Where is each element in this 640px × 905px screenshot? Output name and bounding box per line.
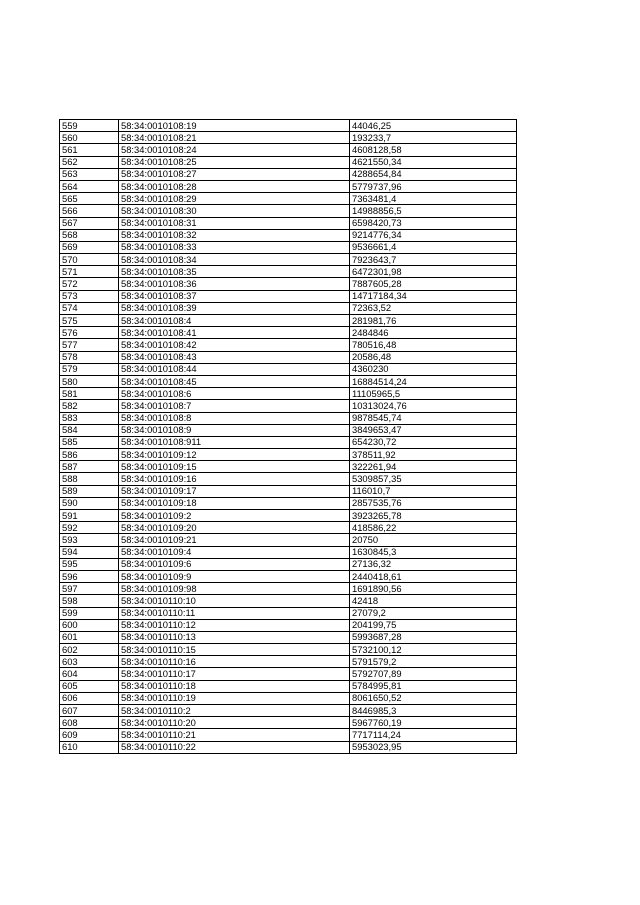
value-cell: 14717184,34	[350, 290, 517, 302]
cadastral-number-cell: 58:34:0010110:22	[119, 741, 350, 753]
table-row	[60, 241, 517, 253]
value-cell: 8061650,52	[350, 692, 517, 704]
value-cell: 4360230	[350, 363, 517, 375]
value-cell: 20586,48	[350, 351, 517, 363]
table-row	[60, 351, 517, 363]
cadastral-number-cell: 58:34:0010109:21	[119, 534, 350, 546]
table-row	[60, 485, 517, 497]
cadastral-number-cell: 58:34:0010108:45	[119, 375, 350, 387]
value-cell: 2857535,76	[350, 497, 517, 509]
value-cell: 42418	[350, 595, 517, 607]
value-cell: 8446985,3	[350, 705, 517, 717]
row-number-cell: 593	[60, 534, 119, 546]
value-cell: 4288654,84	[350, 168, 517, 180]
cadastral-number-cell: 58:34:0010108:33	[119, 241, 350, 253]
cadastral-number-cell: 58:34:0010108:39	[119, 302, 350, 314]
table-row	[60, 168, 517, 180]
row-number-cell: 596	[60, 570, 119, 582]
row-number-cell: 604	[60, 668, 119, 680]
cadastral-number-cell: 58:34:0010108:37	[119, 290, 350, 302]
cadastral-number-cell: 58:34:0010110:20	[119, 717, 350, 729]
row-number-cell: 607	[60, 705, 119, 717]
cadastral-number-cell: 58:34:0010108:43	[119, 351, 350, 363]
table-row	[60, 717, 517, 729]
cadastral-number-cell: 58:34:0010109:17	[119, 485, 350, 497]
value-cell: 654230,72	[350, 436, 517, 448]
cadastral-number-cell: 58:34:0010108:36	[119, 278, 350, 290]
cadastral-number-cell: 58:34:0010108:28	[119, 180, 350, 192]
row-number-cell: 588	[60, 473, 119, 485]
row-number-cell: 582	[60, 400, 119, 412]
table-row	[60, 278, 517, 290]
row-number-cell: 563	[60, 168, 119, 180]
cadastral-number-cell: 58:34:0010110:12	[119, 619, 350, 631]
cadastral-number-cell: 58:34:0010110:19	[119, 692, 350, 704]
table-row	[60, 741, 517, 753]
table-row	[60, 644, 517, 656]
row-number-cell: 600	[60, 619, 119, 631]
table-row	[60, 729, 517, 741]
row-number-cell: 579	[60, 363, 119, 375]
value-cell: 780516,48	[350, 339, 517, 351]
cadastral-number-cell: 58:34:0010110:17	[119, 668, 350, 680]
value-cell: 14988856,5	[350, 205, 517, 217]
row-number-cell: 567	[60, 217, 119, 229]
table-row	[60, 412, 517, 424]
table-row	[60, 388, 517, 400]
row-number-cell: 608	[60, 717, 119, 729]
table-row	[60, 595, 517, 607]
cadastral-number-cell: 58:34:0010110:18	[119, 680, 350, 692]
row-number-cell: 597	[60, 583, 119, 595]
cadastral-number-cell: 58:34:0010109:9	[119, 570, 350, 582]
table-row	[60, 558, 517, 570]
cadastral-number-cell: 58:34:0010108:27	[119, 168, 350, 180]
cadastral-number-cell: 58:34:0010109:12	[119, 449, 350, 461]
table-row	[60, 193, 517, 205]
row-number-cell: 576	[60, 327, 119, 339]
cadastral-number-cell: 58:34:0010110:13	[119, 631, 350, 643]
value-cell: 11105965,5	[350, 388, 517, 400]
table-row	[60, 315, 517, 327]
cadastral-number-cell: 58:34:0010108:41	[119, 327, 350, 339]
row-number-cell: 594	[60, 546, 119, 558]
table-row	[60, 400, 517, 412]
cadastral-number-cell: 58:34:0010110:11	[119, 607, 350, 619]
value-cell: 7923643,7	[350, 254, 517, 266]
row-number-cell: 601	[60, 631, 119, 643]
table-row	[60, 522, 517, 534]
row-number-cell: 591	[60, 510, 119, 522]
cadastral-number-cell: 58:34:0010109:98	[119, 583, 350, 595]
value-cell: 2440418,61	[350, 570, 517, 582]
row-number-cell: 595	[60, 558, 119, 570]
value-cell: 72363,52	[350, 302, 517, 314]
table-row	[60, 302, 517, 314]
cadastral-number-cell: 58:34:0010108:7	[119, 400, 350, 412]
cadastral-number-cell: 58:34:0010108:9	[119, 424, 350, 436]
row-number-cell: 599	[60, 607, 119, 619]
value-cell: 16884514,24	[350, 375, 517, 387]
table-row	[60, 449, 517, 461]
cadastral-value-table	[59, 119, 517, 754]
table-row	[60, 339, 517, 351]
cadastral-number-cell: 58:34:0010108:32	[119, 229, 350, 241]
row-number-cell: 598	[60, 595, 119, 607]
row-number-cell: 603	[60, 656, 119, 668]
value-cell: 193233,7	[350, 132, 517, 144]
value-cell: 3849653,47	[350, 424, 517, 436]
table-row	[60, 607, 517, 619]
table-row	[60, 205, 517, 217]
cadastral-number-cell: 58:34:0010108:4	[119, 315, 350, 327]
cadastral-number-cell: 58:34:0010110:16	[119, 656, 350, 668]
table-row	[60, 424, 517, 436]
row-number-cell: 610	[60, 741, 119, 753]
row-number-cell: 565	[60, 193, 119, 205]
value-cell: 116010,7	[350, 485, 517, 497]
table-row	[60, 497, 517, 509]
row-number-cell: 561	[60, 144, 119, 156]
row-number-cell: 571	[60, 266, 119, 278]
row-number-cell: 566	[60, 205, 119, 217]
table-row	[60, 656, 517, 668]
value-cell: 6472301,98	[350, 266, 517, 278]
cadastral-number-cell: 58:34:0010108:30	[119, 205, 350, 217]
value-cell: 10313024,76	[350, 400, 517, 412]
row-number-cell: 606	[60, 692, 119, 704]
table-row	[60, 570, 517, 582]
row-number-cell: 572	[60, 278, 119, 290]
value-cell: 2484846	[350, 327, 517, 339]
table-row	[60, 705, 517, 717]
row-number-cell: 587	[60, 461, 119, 473]
value-cell: 5993687,28	[350, 631, 517, 643]
cadastral-number-cell: 58:34:0010109:4	[119, 546, 350, 558]
table-row	[60, 510, 517, 522]
value-cell: 6598420,73	[350, 217, 517, 229]
cadastral-number-cell: 58:34:0010109:18	[119, 497, 350, 509]
table-row	[60, 327, 517, 339]
table-row	[60, 436, 517, 448]
value-cell: 281981,76	[350, 315, 517, 327]
value-cell: 4621550,34	[350, 156, 517, 168]
row-number-cell: 602	[60, 644, 119, 656]
table-row	[60, 363, 517, 375]
table-row	[60, 144, 517, 156]
row-number-cell: 590	[60, 497, 119, 509]
value-cell: 1630845,3	[350, 546, 517, 558]
row-number-cell: 583	[60, 412, 119, 424]
row-number-cell: 605	[60, 680, 119, 692]
value-cell: 5791579,2	[350, 656, 517, 668]
value-cell: 7887605,28	[350, 278, 517, 290]
row-number-cell: 578	[60, 351, 119, 363]
cadastral-number-cell: 58:34:0010108:44	[119, 363, 350, 375]
row-number-cell: 560	[60, 132, 119, 144]
table-row	[60, 217, 517, 229]
row-number-cell: 585	[60, 436, 119, 448]
cadastral-number-cell: 58:34:0010108:31	[119, 217, 350, 229]
row-number-cell: 562	[60, 156, 119, 168]
cadastral-number-cell: 58:34:0010108:29	[119, 193, 350, 205]
value-cell: 5784995,81	[350, 680, 517, 692]
cadastral-number-cell: 58:34:0010108:911	[119, 436, 350, 448]
table-row	[60, 546, 517, 558]
cadastral-number-cell: 58:34:0010108:19	[119, 120, 350, 132]
row-number-cell: 580	[60, 375, 119, 387]
cadastral-number-cell: 58:34:0010108:8	[119, 412, 350, 424]
value-cell: 5953023,95	[350, 741, 517, 753]
table-row	[60, 680, 517, 692]
value-cell: 5967760,19	[350, 717, 517, 729]
value-cell: 5732100,12	[350, 644, 517, 656]
table-row	[60, 534, 517, 546]
table-row	[60, 631, 517, 643]
row-number-cell: 581	[60, 388, 119, 400]
value-cell: 7717114,24	[350, 729, 517, 741]
cadastral-number-cell: 58:34:0010109:15	[119, 461, 350, 473]
cadastral-number-cell: 58:34:0010109:2	[119, 510, 350, 522]
cadastral-number-cell: 58:34:0010110:15	[119, 644, 350, 656]
row-number-cell: 569	[60, 241, 119, 253]
table-row	[60, 266, 517, 278]
value-cell: 9536661,4	[350, 241, 517, 253]
cadastral-number-cell: 58:34:0010110:21	[119, 729, 350, 741]
table-row	[60, 619, 517, 631]
cadastral-number-cell: 58:34:0010110:10	[119, 595, 350, 607]
value-cell: 9214776,34	[350, 229, 517, 241]
cadastral-number-cell: 58:34:0010108:6	[119, 388, 350, 400]
table-row	[60, 583, 517, 595]
value-cell: 5792707,89	[350, 668, 517, 680]
table-row	[60, 156, 517, 168]
cadastral-number-cell: 58:34:0010109:16	[119, 473, 350, 485]
value-cell: 3923265,78	[350, 510, 517, 522]
cadastral-number-cell: 58:34:0010108:42	[119, 339, 350, 351]
value-cell: 1691890,56	[350, 583, 517, 595]
value-cell: 27136,32	[350, 558, 517, 570]
row-number-cell: 592	[60, 522, 119, 534]
cadastral-number-cell: 58:34:0010108:34	[119, 254, 350, 266]
value-cell: 7363481,4	[350, 193, 517, 205]
table-row	[60, 180, 517, 192]
value-cell: 27079,2	[350, 607, 517, 619]
table-row	[60, 290, 517, 302]
value-cell: 204199,75	[350, 619, 517, 631]
row-number-cell: 573	[60, 290, 119, 302]
value-cell: 5309857,35	[350, 473, 517, 485]
row-number-cell: 609	[60, 729, 119, 741]
value-cell: 20750	[350, 534, 517, 546]
row-number-cell: 568	[60, 229, 119, 241]
value-cell: 378511,92	[350, 449, 517, 461]
value-cell: 44046,25	[350, 120, 517, 132]
value-cell: 9878545,74	[350, 412, 517, 424]
table-row	[60, 473, 517, 485]
cadastral-number-cell: 58:34:0010108:24	[119, 144, 350, 156]
cadastral-number-cell: 58:34:0010108:25	[119, 156, 350, 168]
cadastral-number-cell: 58:34:0010108:35	[119, 266, 350, 278]
cadastral-number-cell: 58:34:0010108:21	[119, 132, 350, 144]
table-row	[60, 461, 517, 473]
table-row	[60, 229, 517, 241]
table-row	[60, 692, 517, 704]
row-number-cell: 575	[60, 315, 119, 327]
cadastral-number-cell: 58:34:0010109:20	[119, 522, 350, 534]
cadastral-number-cell: 58:34:0010110:2	[119, 705, 350, 717]
table-row	[60, 132, 517, 144]
value-cell: 4608128,58	[350, 144, 517, 156]
row-number-cell: 577	[60, 339, 119, 351]
table-row	[60, 375, 517, 387]
row-number-cell: 589	[60, 485, 119, 497]
row-number-cell: 564	[60, 180, 119, 192]
table-body	[60, 120, 517, 754]
value-cell: 418586,22	[350, 522, 517, 534]
row-number-cell: 559	[60, 120, 119, 132]
table-row	[60, 120, 517, 132]
cadastral-number-cell: 58:34:0010109:6	[119, 558, 350, 570]
table-row	[60, 668, 517, 680]
table-row	[60, 254, 517, 266]
row-number-cell: 584	[60, 424, 119, 436]
row-number-cell: 570	[60, 254, 119, 266]
row-number-cell: 574	[60, 302, 119, 314]
value-cell: 5779737,96	[350, 180, 517, 192]
value-cell: 322261,94	[350, 461, 517, 473]
row-number-cell: 586	[60, 449, 119, 461]
